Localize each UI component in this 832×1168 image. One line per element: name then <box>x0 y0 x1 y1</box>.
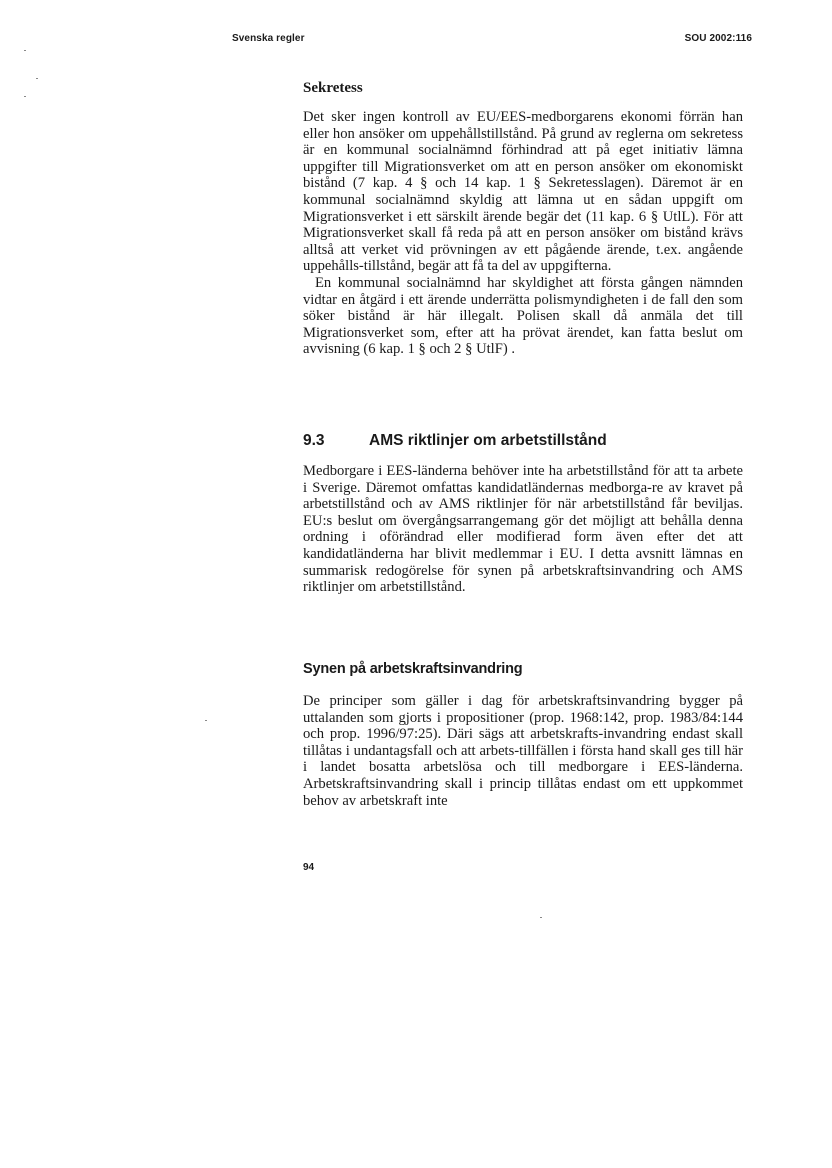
synen-heading: Synen på arbetskraftsinvandring <box>303 661 523 677</box>
scan-speck <box>36 78 38 79</box>
section-title: AMS riktlinjer om arbetstillstånd <box>369 432 607 449</box>
paragraph: Det sker ingen kontroll av EU/EES-medborgarens ekonomi förrän han eller hon ansöker om uppehållstillstånd. På grund av reglerna om sekretess är en kommunal socialnämnd förhindrad att på eget initiativ lämna uppgifter till Migrationsverket om att en person ansöker om ekonomiskt bistånd (7 kap. 4 § och 14 kap. 1 § Sekretesslagen). Däremot är en kommunal socialnämnd skyldig att lämna ut en sådan uppgift om Migrationsverket i ett särskilt ärende begär det (11 kap. 6 § UtlL). För att Migrationsverket skall få reda på att en person ansöker om bistånd krävs alltså att verket vid prövningen av ett pågående ärende, t.ex. angående uppehålls-tillstånd, begär att få ta del av uppgifterna. <box>303 109 743 275</box>
paragraph: En kommunal socialnämnd har skyldighet att första gången nämnden vidtar en åtgärd i ett ärende underrätta polismyndigheten i de fall den som söker bistånd är här illegalt. Polisen skall då anmäla det till Migrationsverket som, efter att ha prövat ärendet, kan fatta beslut om avvisning (6 kap. 1 § och 2 § UtlF) . <box>303 274 743 358</box>
scan-speck <box>205 720 207 721</box>
section-number: 9.3 <box>303 432 325 449</box>
synen-body <box>303 693 743 809</box>
section-9-3-body <box>303 463 743 596</box>
sekretess-body <box>303 109 743 358</box>
paragraph: Medborgare i EES-länderna behöver inte ha arbetstillstånd för att ta arbete i Sverige. Däremot omfattas kandidatländernas medborga-re av kravet på arbetstillstånd och av AMS riktlinjer för när arbetstillstånd får beviljas. EU:s beslut om övergångsarrangemang gör det möjligt att behålla denna ordning i oförändrad eller modifierad form även efter det att kandidatländerna har blivit medlemmar i EU. I detta avsnitt lämnas en summarisk redogörelse för synen på arbetskraftsinvandring och AMS riktlinjer om arbetstillstånd. <box>303 463 743 596</box>
scan-speck <box>540 917 542 918</box>
scan-speck <box>24 96 26 97</box>
header-chapter-title: Svenska regler <box>232 33 305 44</box>
paragraph: De principer som gäller i dag för arbetskraftsinvandring bygger på uttalanden som gjorts i propositioner (prop. 1968:142, prop. 1983/84:144 och prop. 1996/97:25). Däri sägs att arbetskrafts-invandring endast skall tillåtas i undantagsfall och att arbets-tillfällen i första hand skall ges till här i landet bosatta arbetslösa och till medborgare i EES-länderna. Arbetskraftsinvandring skall i princip tillåtas endast om ett uppkommet behov av arbetskraft inte <box>303 693 743 809</box>
page-number: 94 <box>303 862 315 873</box>
running-header <box>232 33 752 47</box>
sekretess-heading: Sekretess <box>303 80 363 96</box>
header-report-id: SOU 2002:116 <box>684 33 752 44</box>
scan-speck <box>24 50 26 51</box>
